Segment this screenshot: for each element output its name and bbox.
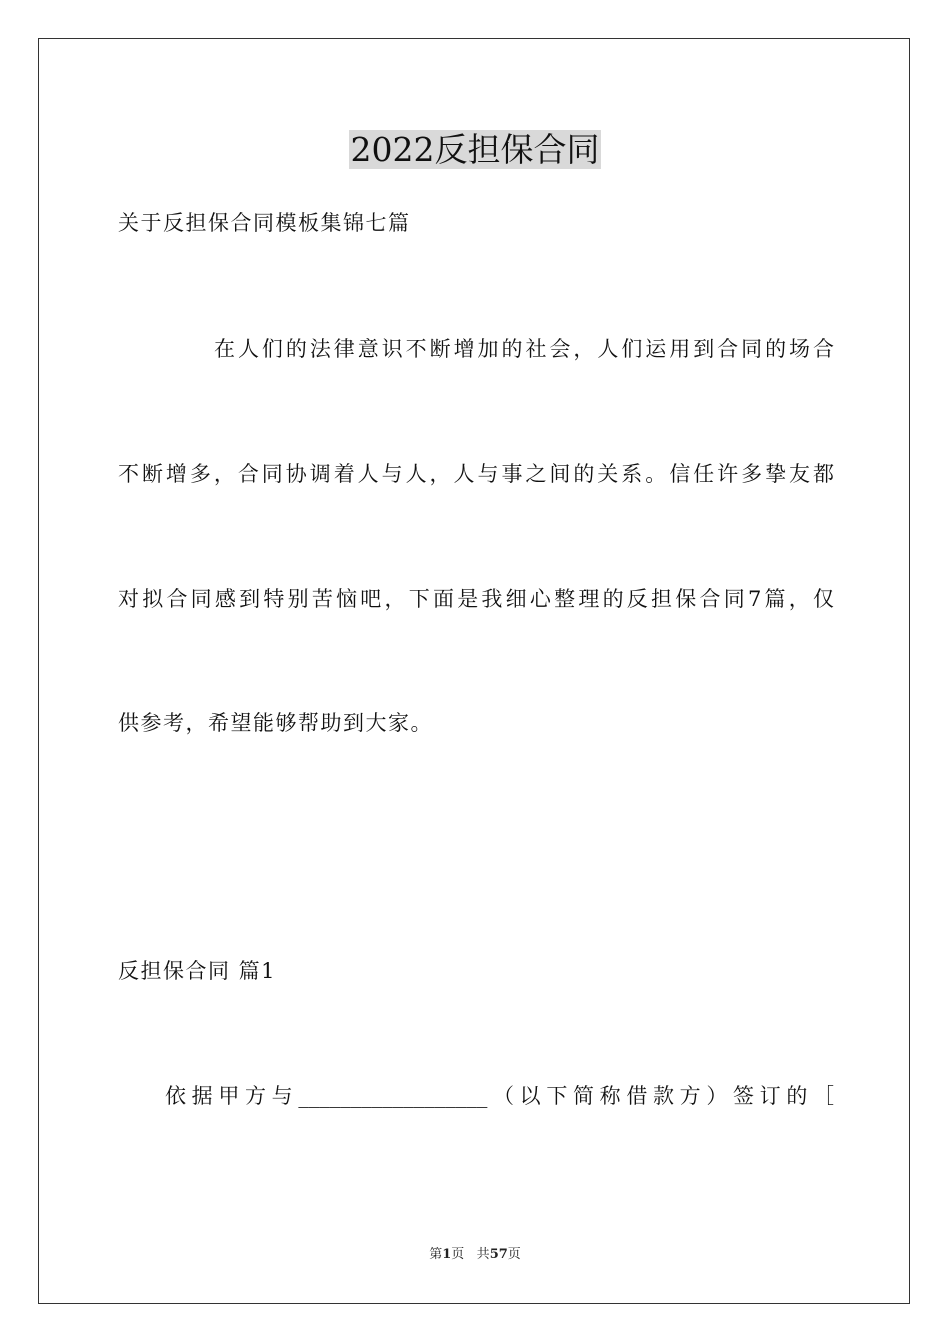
document-title [0, 128, 950, 172]
footer-page-prefix: 第 [429, 1247, 443, 1262]
intro-line-3: 对拟合同感到特别苦恼吧，下面是我细心整理的反担保合同7篇，仅 [118, 587, 834, 611]
section-first-line: 依据甲方与__________________（以下简称借款方）签订的［ [165, 1084, 834, 1108]
section-heading: 反担保合同 篇1 [118, 959, 277, 983]
intro-line-1: 在人们的法律意识不断增加的社会，人们运用到合同的场合 [214, 337, 834, 361]
footer-total-pages: 57 [489, 1247, 508, 1262]
footer-page-number: 1 [442, 1247, 452, 1262]
intro-line-4: 供参考，希望能够帮助到大家。 [118, 711, 433, 735]
page-footer [0, 1245, 950, 1265]
document-subtitle: 关于反担保合同模板集锦七篇 [118, 211, 411, 235]
footer-total-suffix: 页 [507, 1247, 521, 1262]
footer-total-prefix: 共 [476, 1247, 490, 1262]
footer-page-suffix: 页 [451, 1247, 465, 1262]
title-text: 2022反担保合同 [350, 130, 600, 169]
intro-line-2: 不断增多，合同协调着人与人，人与事之间的关系。信任许多挚友都 [118, 462, 834, 486]
